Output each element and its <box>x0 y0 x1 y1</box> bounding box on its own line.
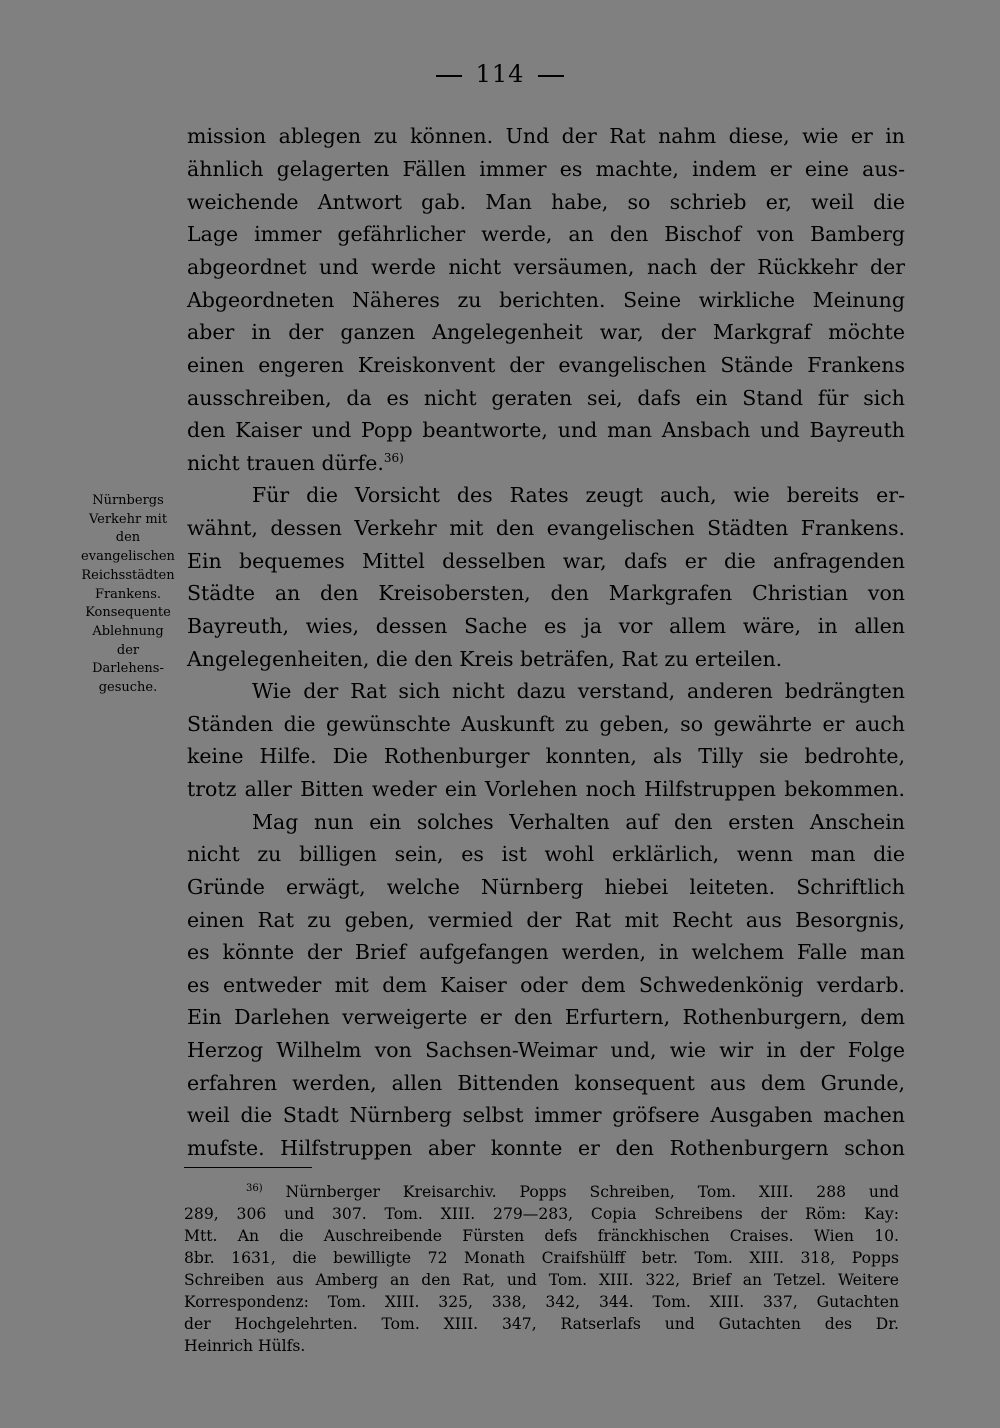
body-line: Ein Darlehen verweigerte er den Erfurtern, Rothenburgern, dem <box>187 1005 905 1029</box>
footnote-reference: 36) <box>383 451 404 465</box>
body-line <box>187 447 905 480</box>
body-line: Ständen die gewünschte Auskunft zu geben, so gewährte er auch <box>187 712 905 736</box>
body-line: Bayreuth, wies, dessen Sache es ja vor allem wäre, in allen <box>187 614 905 638</box>
body-line: ähnlich gelagerten Fällen immer es machte, indem er eine aus- <box>187 157 905 181</box>
body-line: Abgeordneten Näheres zu berichten. Seine wirkliche Meinung <box>187 288 905 312</box>
body-line: wähnt, dessen Verkehr mit den evangelischen Städten Frankens. <box>187 516 905 540</box>
margin-note-line: Darlehens- <box>92 661 164 677</box>
body-line: mufste. Hilfstruppen aber konnte er den Rothenburgern schon <box>187 1136 905 1160</box>
body-line: ausschreiben, da es nicht geraten sei, dafs ein Stand für sich <box>187 386 905 410</box>
body-line: aber in der ganzen Angelegenheit war, der Markgraf möchte <box>187 320 905 344</box>
body-line: erfahren werden, allen Bittenden konsequent aus dem Grunde, <box>187 1071 905 1095</box>
footnote-line: Korrespondenz: Tom. XIII. 325, 338, 342, 344. Tom. XIII. 337, Gutachten <box>184 1293 899 1311</box>
body-line: Städte an den Kreisobersten, den Markgrafen Christian von <box>187 581 905 605</box>
body-line: Wie der Rat sich nicht dazu verstand, anderen bedrängten <box>252 679 905 703</box>
body-line: Für die Vorsicht des Rates zeugt auch, wie bereits er- <box>252 483 905 507</box>
header-dash-left <box>436 75 462 77</box>
body-line: keine Hilfe. Die Rothenburger konnten, als Tilly sie bedrohte, <box>187 744 905 768</box>
body-line: Angelegenheiten, die den Kreis beträfen, Rat zu erteilen. <box>187 647 783 671</box>
margin-note-line: Verkehr mit <box>88 511 168 527</box>
page-number: 114 <box>475 60 525 88</box>
body-line: Lage immer gefährlicher werde, an den Bischof von Bamberg <box>187 222 905 246</box>
page-header <box>0 60 1000 88</box>
footnote-line: Mtt. An die Auschreibende Fürsten defs fränckhischen Craises. Wien 10. <box>184 1227 899 1245</box>
footnote-line <box>246 1181 899 1203</box>
margin-note-line: Frankens. <box>94 586 162 602</box>
margin-note <box>72 492 184 698</box>
body-line: nicht zu billigen sein, es ist wohl erklärlich, wenn man die <box>187 842 905 866</box>
body-line: es könnte der Brief aufgefangen werden, in welchem Falle man <box>187 940 905 964</box>
margin-note-line: Ablehnung <box>92 623 164 639</box>
body-line: Gründe erwägt, welche Nürnberg hiebei leiteten. Schriftlich <box>187 875 905 899</box>
body-line: den Kaiser und Popp beantworte, und man Ansbach und Bayreuth <box>187 418 905 442</box>
margin-note-line: Nürnbergs <box>92 493 164 508</box>
body-line: einen Rat zu geben, vermied der Rat mit Recht aus Besorgnis, <box>187 908 905 932</box>
body-line: weil die Stadt Nürnberg selbst immer gröfsere Ausgaben machen <box>187 1103 905 1127</box>
body-line: trotz aller Bitten weder ein Vorlehen noch Hilfstruppen bekommen. <box>187 777 905 801</box>
footnote-marker: 36) <box>246 1183 263 1194</box>
body-line: Herzog Wilhelm von Sachsen-Weimar und, wie wir in der Folge <box>187 1038 905 1062</box>
body-line: mission ablegen zu können. Und der Rat nahm diese, wie er in <box>187 124 905 148</box>
margin-note-line: Konsequente <box>85 605 171 621</box>
margin-note-line: der <box>116 642 140 658</box>
footnote-line: der Hochgelehrten. Tom. XIII. 347, Ratserlafs und Gutachten des Dr. <box>184 1315 899 1333</box>
footnote-divider <box>184 1167 312 1168</box>
body-line: einen engeren Kreiskonvent der evangelischen Stände Frankens <box>187 353 905 377</box>
margin-note-line: gesuche. <box>98 680 158 696</box>
body-line: weichende Antwort gab. Man habe, so schrieb er, weil die <box>187 190 905 214</box>
footnote-line-text: Nürnberger Kreisarchiv. Popps Schreiben, Tom. XIII. 288 und <box>285 1183 899 1201</box>
body-line: abgeordnet und werde nicht versäumen, nach der Rückkehr der <box>187 255 905 279</box>
margin-note-line: evangelischen <box>81 549 175 565</box>
body-line-text: nicht trauen dürfe. <box>187 451 384 475</box>
body-line: Mag nun ein solches Verhalten auf den ersten Anschein <box>252 810 905 834</box>
footnote-line: Schreiben aus Amberg an den Rat, und Tom. XIII. 322, Brief an Tetzel. Weitere <box>184 1271 899 1289</box>
body-line: Ein bequemes Mittel desselben war, dafs er die anfragenden <box>187 549 905 573</box>
footnote-line: 8br. 1631, die bewilligte 72 Monath Craifshülff betr. Tom. XIII. 318, Popps <box>184 1249 899 1267</box>
body-line: es entweder mit dem Kaiser oder dem Schwedenkönig verdarb. <box>187 973 905 997</box>
header-dash-right <box>538 75 564 77</box>
footnote-line: 289, 306 und 307. Tom. XIII. 279—283, Copia Schreibens der Röm: Kay: <box>184 1205 899 1223</box>
margin-note-line: den <box>115 530 141 546</box>
margin-note-line: Reichsstädten <box>81 567 175 583</box>
footnote-line: Heinrich Hülfs. <box>184 1337 306 1355</box>
